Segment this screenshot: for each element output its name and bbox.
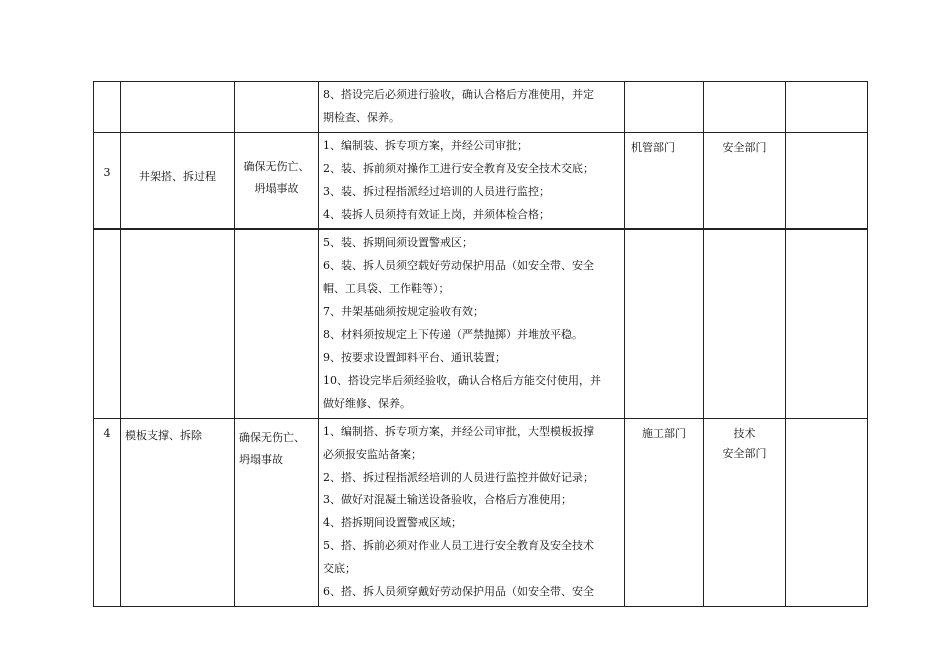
measure-line: 9、按要求设置卸料平台、通讯装置； xyxy=(323,350,506,364)
measures-cell xyxy=(319,418,625,606)
responsible-dept-cell: 施工部门 xyxy=(625,418,704,606)
table-row xyxy=(94,418,868,606)
item-name-cell xyxy=(121,82,235,133)
measure-line: 5、装、拆期间须设置警戒区； xyxy=(323,236,473,250)
measure-line: 6、搭、拆人员须穿戴好劳动保护用品（如安全带、安全 xyxy=(323,585,594,599)
measure-line: 7、井架基础须按规定验收有效； xyxy=(323,305,484,319)
measure-line: 必须报安监站备案； xyxy=(323,447,422,461)
measure-line: 1、编制装、拆专项方案，并经公司审批； xyxy=(323,138,528,152)
measure-line: 4、搭拆期间设置警戒区域； xyxy=(323,516,462,530)
measures-cell xyxy=(319,132,625,229)
measure-line: 4、装拆人员须持有效证上岗，并须体检合格； xyxy=(323,207,550,221)
responsible-dept-cell: 机管部门 xyxy=(625,132,704,229)
measure-line: 3、装、拆过程指派经过培训的人员进行监控； xyxy=(323,184,550,198)
measure-line: 5、搭、拆前必须对作业人员工进行安全教育及安全技术 xyxy=(323,539,594,553)
measure-line: 6、装、拆人员须空载好劳动保护用品（如安全带、安全 xyxy=(323,259,594,273)
goal-cell xyxy=(235,82,319,133)
item-number-cell xyxy=(94,82,121,133)
measure-line: 期检查、保养。 xyxy=(323,110,400,124)
measure-line: 帽、工具袋、工作鞋等）； xyxy=(323,282,450,296)
table-row xyxy=(94,82,868,133)
responsible-dept-cell xyxy=(625,82,704,133)
item-name-cell: 井架搭、拆过程 xyxy=(121,132,235,229)
item-name-cell: 模板支撑、拆除 xyxy=(121,418,235,606)
goal-cell xyxy=(235,229,319,418)
item-number-cell: 3 xyxy=(94,132,121,229)
remarks-cell xyxy=(786,229,868,418)
item-number-cell: 4 xyxy=(94,418,121,606)
measure-line: 2、装、拆前须对操作工进行安全教育及安全技术交底； xyxy=(323,161,594,175)
remarks-cell xyxy=(786,82,868,133)
measure-line: 2、搭、拆过程指派经培训的人员进行监控并做好记录； xyxy=(323,470,594,484)
supervising-dept-cell xyxy=(704,82,786,133)
measure-line: 做好维修、保养。 xyxy=(323,396,411,410)
measure-line: 交底； xyxy=(323,562,356,576)
remarks-cell xyxy=(786,132,868,229)
supervising-dept-cell xyxy=(704,229,786,418)
item-name-cell xyxy=(121,229,235,418)
measure-line: 1、编制搭、拆专项方案，并经公司审批，大型模板扳撑 xyxy=(323,424,594,438)
measure-line: 8、材料须按规定上下传递（严禁抛掷）并堆放平稳。 xyxy=(323,328,583,342)
supervising-dept-cell: 安全部门 xyxy=(704,132,786,229)
measures-cell xyxy=(319,82,625,133)
table-row xyxy=(94,229,868,418)
goal-cell: 确保无伤亡、 坍塌事故 xyxy=(235,132,319,229)
measure-line: 10、搭设完毕后须经验收，确认合格后方能交付使用，并 xyxy=(323,373,601,387)
supervising-dept-cell: 技术 安全部门 xyxy=(704,418,786,606)
measure-line: 3、做好对混凝土输送设备验收，合格后方准使用； xyxy=(323,493,572,507)
measures-cell xyxy=(319,229,625,418)
table-row xyxy=(94,132,868,229)
goal-cell: 确保无伤亡、 坍塌事故 xyxy=(235,418,319,606)
measure-line: 8、搭设完后必须进行验收，确认合格后方准使用，并定 xyxy=(323,88,594,101)
remarks-cell xyxy=(786,418,868,606)
responsible-dept-cell xyxy=(625,229,704,418)
item-number-cell xyxy=(94,229,121,418)
safety-measures-table xyxy=(93,81,868,607)
